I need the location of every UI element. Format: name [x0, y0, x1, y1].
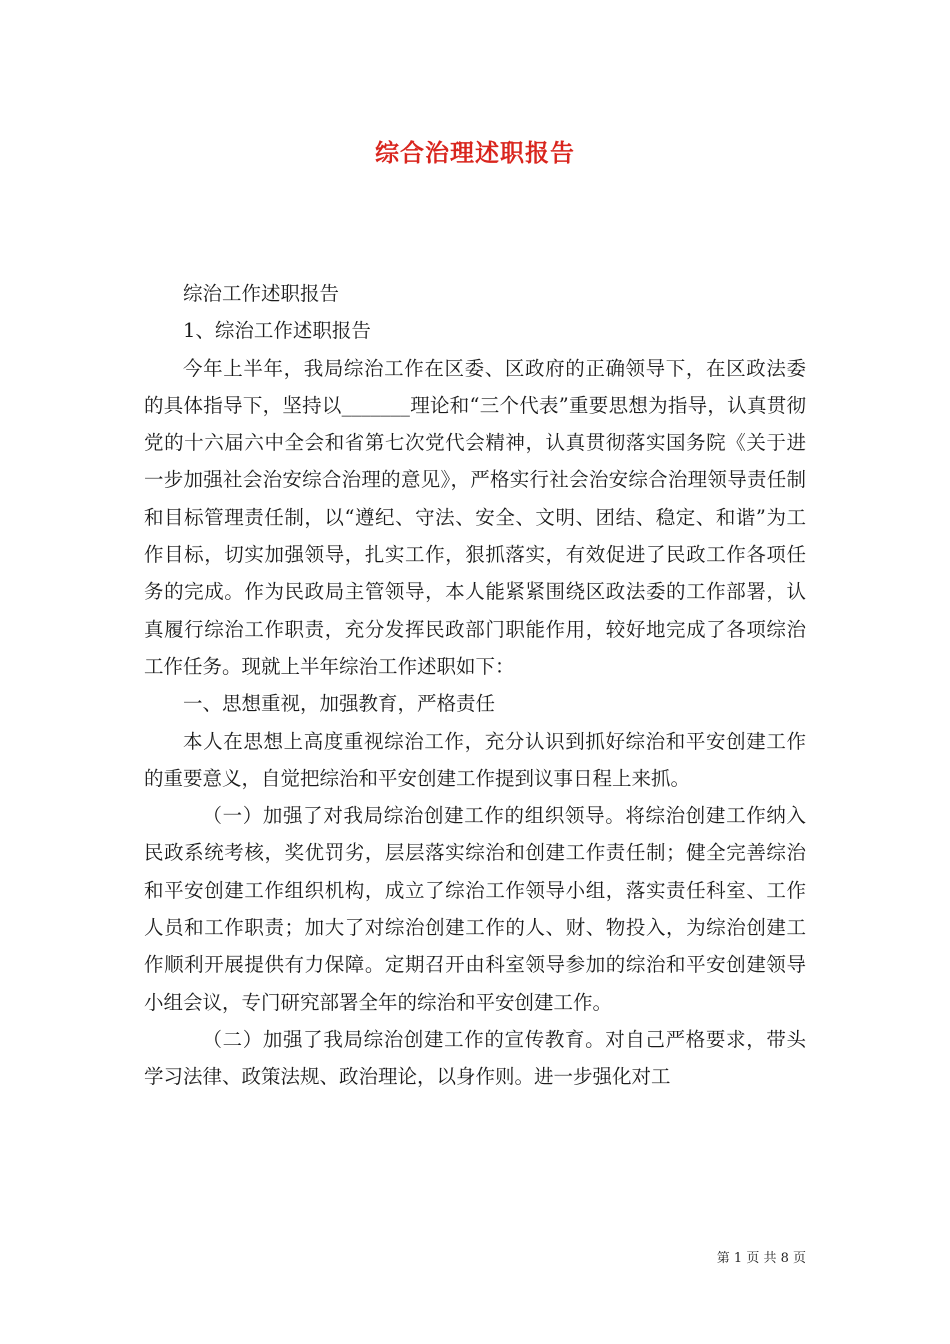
paragraph-item-1: （一）加强了对我局综治创建工作的组织领导。将综治创建工作纳入民政系统考核，奖优罚劣，层层落实综治和创建工作责任制；健全完善综治和平安创建工作组织机构，成立了综治工作领导小组，落实责任科室、工作人员和工作职责；加大了对综治创建工作的人、财、物投入，为综治创建工作顺利开展提供有力保障。定期召开由科室领导参加的综治和平安创建领导小组会议，专门研究部署全年的综治和平安创建工作。 [144, 804, 806, 1014]
paragraph-intro: 今年上半年，我局综治工作在区委、区政府的正确领导下，在区政法委的具体指导下，坚持以_______理论和“三个代表”重要思想为指导，认真贯彻党的十六届六中全会和省第七次党代会精神，认真贯彻落实国务院《关于进一步加强社会治安综合治理的意见》，严格实行社会治安综合治理领导责任制和目标管理责任制，以“遵纪、守法、安全、文明、团结、稳定、和谐”为工作目标，切实加强领导，扎实工作，狠抓落实，有效促进了民政工作各项任务的完成。作为民政局主管领导，本人能紧紧围绕区政法委的工作部署，认真履行综治工作职责，充分发挥民政部门职能作用，较好地完成了各项综治工作任务。现就上半年综治工作述职如下： [144, 356, 806, 678]
section-heading-1: 一、思想重视，加强教育，严格责任 [183, 692, 496, 716]
paragraph-section-1: 本人在思想上高度重视综治工作，充分认识到抓好综治和平安创建工作的重要意义，自觉把综治和平安创建工作提到议事日程上来抓。 [144, 729, 806, 790]
page-footer: 第 1 页 共 8 页 [716, 1251, 806, 1266]
paragraph-item-2: （二）加强了我局综治创建工作的宣传教育。对自己严格要求，带头学习法律、政策法规、政治理论，以身作则。进一步强化对工 [144, 1027, 806, 1089]
paragraph-heading: 综治工作述职报告 [183, 282, 340, 305]
document-title: 综合治理述职报告 [375, 138, 575, 167]
paragraph-subheading: 1、综治工作述职报告 [183, 319, 371, 343]
document-body [144, 275, 806, 1096]
